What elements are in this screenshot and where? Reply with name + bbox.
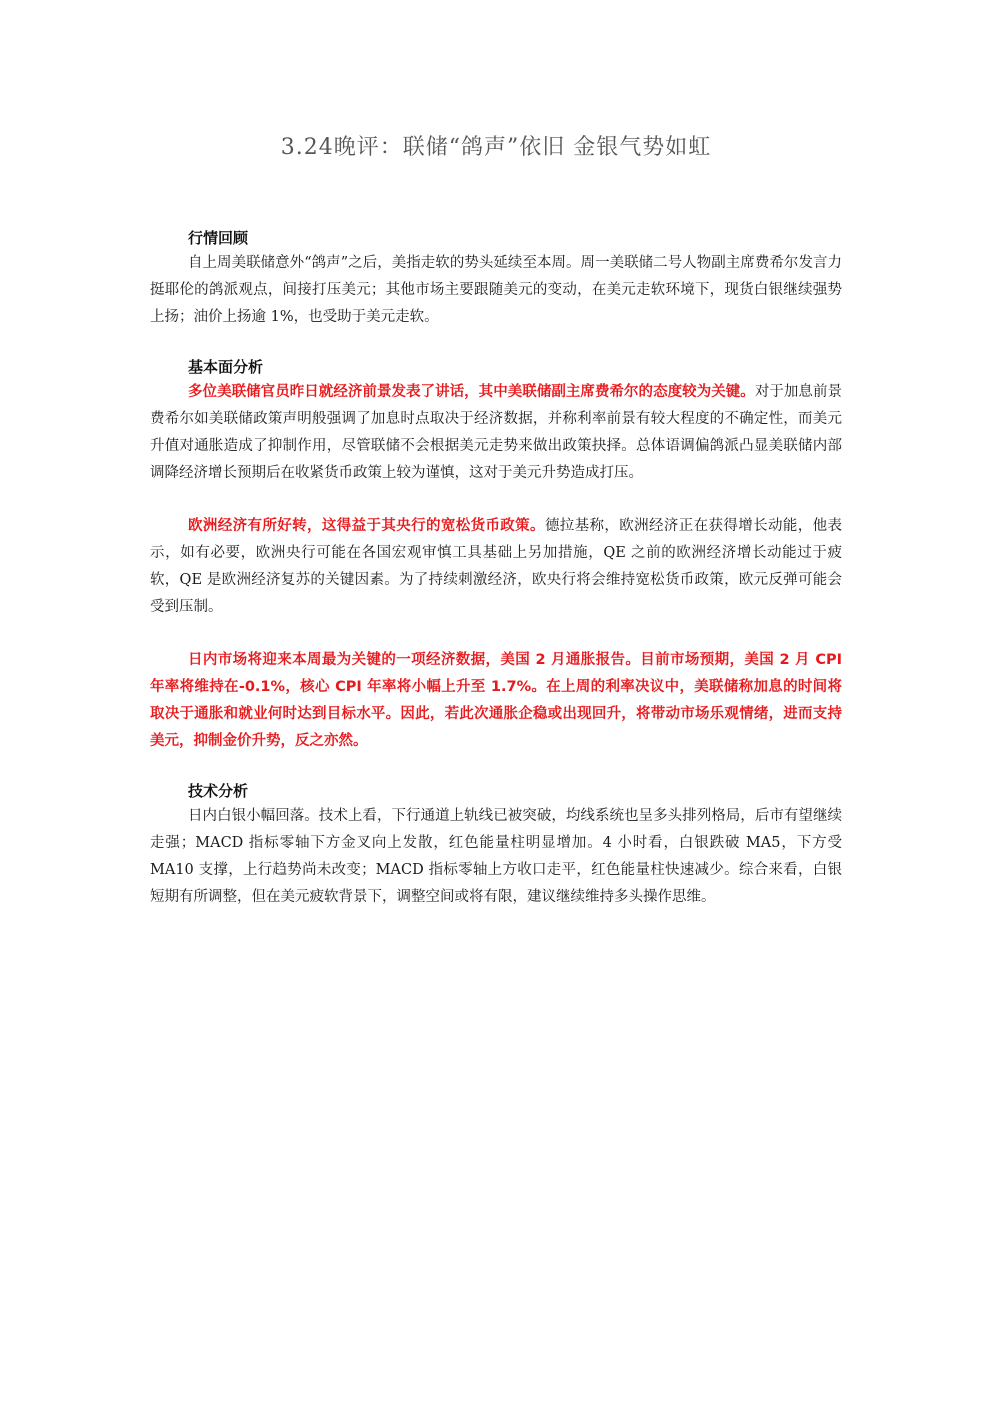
- section-heading-review: 行情回顾: [188, 229, 249, 247]
- highlight-text: 日内市场将迎来本周最为关键的一项经济数据，美国 2 月通胀报告。目前市场预期，美国 2 月 CPI 年率将维持在-0.1%，核心 CPI 年率将小幅上升至 1.7%。在上周的利率决议中，美联储称加息的时间将取决于通胀和就业何时达到目标水平。因此，若此次通胀企稳或出现回升，将带动市场乐观情绪，进而支持美元，抑制金价升势，反之亦然。: [150, 652, 842, 749]
- highlight-text: 欧洲经济有所好转，这得益于其央行的宽松货币政策。: [188, 518, 545, 534]
- highlight-text: 多位美联储官员昨日就经济前景发表了讲话，其中美联储副主席费希尔的态度较为关键。: [188, 384, 755, 400]
- document-title: 3.24晚评：联储“鸽声”依旧 金银气势如虹: [280, 135, 712, 160]
- document-body: [150, 226, 842, 911]
- fundamental-paragraph-1: [150, 379, 842, 487]
- section-market-review: [150, 226, 842, 331]
- section-heading-technical: 技术分析: [188, 782, 249, 800]
- body-text: 德拉基称，欧洲经济正在获得增长动能，他表示，如有必要，欧洲央行可能在各国宏观审慎工具基础上另加措施，QE 之前的欧洲经济增长动能过于疲软，QE 是欧洲经济复苏的关键因素。为了持续刺激经济，欧央行将会维持宽松货币政策，欧元反弹可能会受到压制。: [150, 518, 843, 615]
- fundamental-paragraph-2: [150, 513, 842, 621]
- section-heading-fundamental: 基本面分析: [188, 358, 264, 376]
- body-text: 对于加息前景费希尔如美联储政策声明般强调了加息时点取决于经济数据，并称利率前景有较大程度的不确定性，而美元升值对通胀造成了抑制作用，尽管联储不会根据美元走势来做出政策抉择。总体语调偏鸽派凸显美联储内部调降经济增长预期后在收紧货币政策上较为谨慎，这对于美元升势造成打压。: [150, 384, 842, 481]
- section-technical-analysis: [150, 779, 842, 911]
- fundamental-paragraph-3: [150, 647, 842, 755]
- technical-paragraph: 日内白银小幅回落。技术上看，下行通道上轨线已被突破，均线系统也呈多头排列格局，后市有望继续走强；MACD 指标零轴下方金叉向上发散，红色能量柱明显增加。4 小时看，白银跌破 MA5，下方受 MA10 支撑，上行趋势尚未改变；MACD 指标零轴上方收口走平，红色能量柱快速减少。综合来看，白银短期有所调整，但在美元疲软背景下，调整空间或将有限，建议继续维持多头操作思维。: [150, 808, 842, 905]
- section-fundamental-analysis: [150, 355, 842, 755]
- review-paragraph: 自上周美联储意外“鸽声”之后，美指走软的势头延续至本周。周一美联储二号人物副主席费希尔发言力挺耶伦的鸽派观点，间接打压美元；其他市场主要跟随美元的变动，在美元走软环境下，现货白银继续强势上扬；油价上扬逾 1%，也受助于美元走软。: [150, 255, 842, 325]
